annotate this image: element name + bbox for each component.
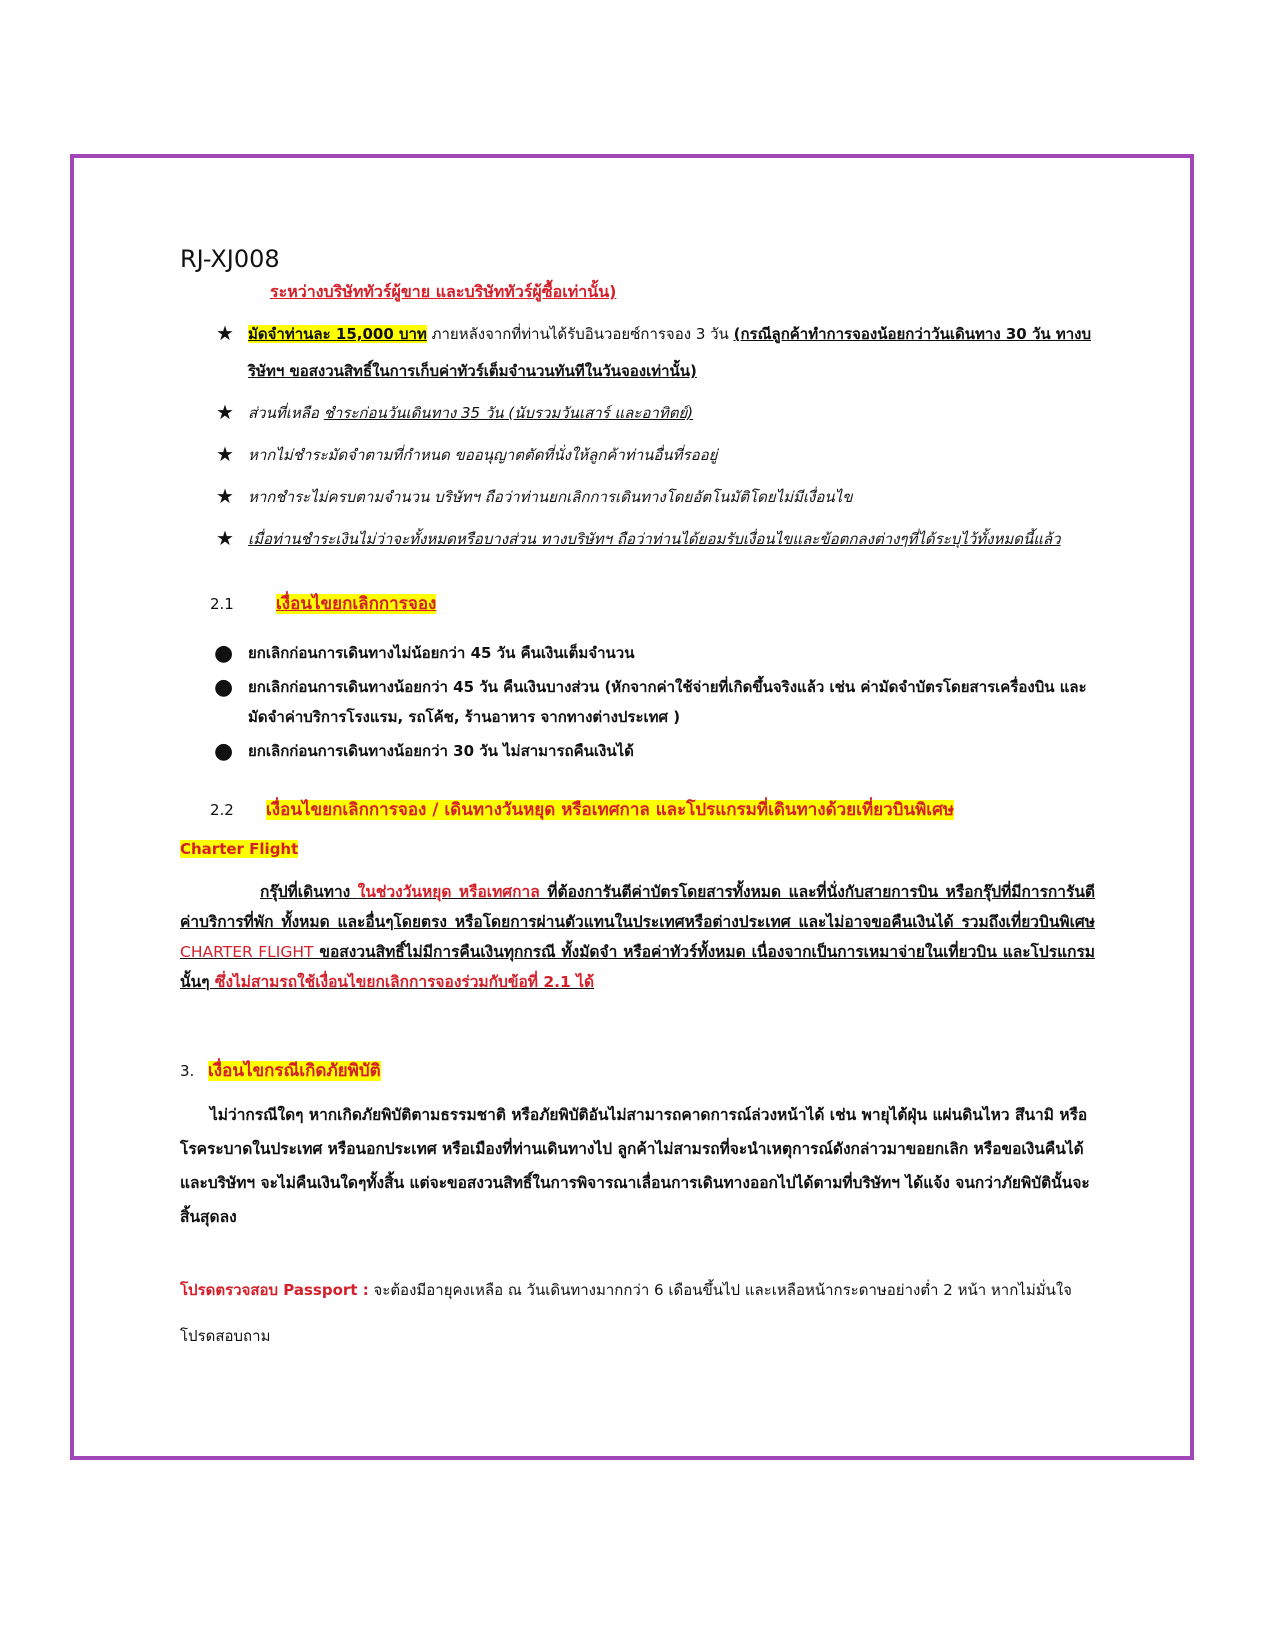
section-2-2-number: 2.2 xyxy=(210,801,234,819)
document-code: RJ-XJ008 xyxy=(180,245,280,273)
para-text-red: ในช่วงวันหยุด หรือเทศกาล xyxy=(357,883,540,901)
section-3-paragraph xyxy=(180,1098,1100,1234)
bullet-icon: ● xyxy=(214,675,234,700)
balance-lead: ส่วนที่เหลือ xyxy=(248,404,324,422)
partial-text: หากชำระไม่ครบตามจำนวน บริษัทฯ ถือว่าท่านยกเลิกการเดินทางโดยอัตโนมัติโดยไม่มีเงื่อนไข xyxy=(248,488,853,506)
payment-term-unpaid xyxy=(216,437,1096,474)
payment-terms-list xyxy=(216,316,1096,558)
star-icon: ★ xyxy=(216,400,234,424)
cancellation-item-text: ยกเลิกก่อนการเดินทางน้อยกว่า 30 วัน ไม่สามารถคืนเงินได้ xyxy=(248,742,634,760)
section-3-body: ไม่ว่ากรณีใดๆ หากเกิดภัยพิบัติตามธรรมชาติ หรือภัยพิบัติอันไม่สามารถคาดการณ์ล่วงหน้าได้ เช่น พายุไต้ฝุ่น แผ่นดินไหว สึนามิ หรือโรคระบาดในประเทศ หรือนอกประเทศ หรือเมืองที่ท่านเดินทางไป ลูกค้าไม่สามรถที่จะนำเหตุการณ์ดังกล่าวมาขอยกเลิก หรือขอเงินคืนได้ และบริษัทฯ จะไม่คืนเงินใดๆทั้งสิ้น แต่จะขอสงวนสิทธิ์ในการพิจารณาเลื่อนการเดินทางออกไปได้ตามที่บริษัทฯ ได้แจ้ง จนกว่าภัยพิบัตินั้นจะสิ้นสุดลง xyxy=(180,1106,1090,1226)
passport-note xyxy=(180,1267,1080,1359)
list-item xyxy=(212,672,1102,732)
deposit-condition: (กรณีลูกค้าทำการจองน้อยกว่าวันเดินทาง 30 วัน ทางบริษัทฯ ขอสงวนสิทธิ์ในการเก็บค่าทัวร์เต็มจำนวนทันทีในวันจองเท่านั้น) xyxy=(248,325,1092,380)
star-icon: ★ xyxy=(216,442,234,466)
deposit-text: ภายหลังจากที่ท่านได้รับอินวอยซ์การจอง 3 วัน xyxy=(426,325,734,343)
para-text: ที่ต้องการันตีค่าบัตรโดยสารทั้งหมด และที่นั่งกับสายการบิน หรือกรุ๊ปที่มีการการันตีค่าบริการที่พัก ทั้งหมด และอื่นๆโดยตรง หรือโดยการผ่านตัวแทนในประเทศหรือต่างประเทศ และไม่อาจขอคืนเงินได้ รวมถึงเที่ยวบินพิเศษ xyxy=(180,883,1095,931)
section-2-2-heading xyxy=(210,796,954,823)
payment-term-deposit xyxy=(216,316,1096,390)
cancellation-item-text: ยกเลิกก่อนการเดินทางน้อยกว่า 45 วัน คืนเงินบางส่วน (หักจากค่าใช้จ่ายที่เกิดขึ้นจริงแล้ว เช่น ค่ามัดจำบัตรโดยสารเครื่องบิน และมัดจำค่าบริการโรงแรม, รถโค้ช, ร้านอาหาร จากทางต่างประเทศ ) xyxy=(248,678,1087,726)
subtitle: ระหว่างบริษัททัวร์ผู้ขาย และบริษัททัวร์ผู้ซื้อเท่านั้น) xyxy=(270,282,617,301)
star-icon: ★ xyxy=(216,321,234,345)
acceptance-text: เมื่อท่านชำระเงินไม่ว่าจะทั้งหมดหรือบางส่วน ทางบริษัทฯ ถือว่าท่านได้ยอมรับเงื่อนไขและข้อตกลงต่างๆที่ได้ระบุไว้ทั้งหมดนี้แล้ว xyxy=(248,530,1061,548)
para-text: ขอสงวนสิทธิ์ไม่มีการคืนเงินทุกกรณี ทั้งมัดจำ หรือค่าทัวร์ทั้งหมด เนื่องจากเป็นการเหมาจ่ายในเที่ยวบิน และโปรแกรมนั้นๆ xyxy=(180,943,1095,991)
section-2-1-title: เงื่อนไขยกเลิกการจอง xyxy=(276,594,437,614)
section-2-2-title: เงื่อนไขยกเลิกการจอง / เดินทางวันหยุด หรือเทศกาล และโปรแกรมที่เดินทางด้วยเที่ยวบินพิเศษ xyxy=(266,800,955,820)
star-icon: ★ xyxy=(216,484,234,508)
bullet-icon: ● xyxy=(214,739,234,764)
unpaid-text: หากไม่ชำระมัดจำตามที่กำหนด ขออนุญาตตัดที่นั่งให้ลูกค้าท่านอื่นที่รออยู่ xyxy=(248,446,718,464)
list-item xyxy=(212,638,1102,668)
para-text-red: CHARTER FLIGHT xyxy=(180,943,314,961)
star-icon: ★ xyxy=(216,526,234,550)
section-2-2-title-cont: Charter Flight xyxy=(180,840,299,858)
list-item xyxy=(212,736,1102,766)
passport-label: โปรดตรวจสอบ Passport : xyxy=(180,1281,369,1299)
section-3-number: 3. xyxy=(180,1062,195,1080)
bullet-icon: ● xyxy=(214,641,234,666)
para-text-red: ซึ่งไม่สามรถใช้เงื่อนไขยกเลิกการจองร่วมกับข้อที่ 2.1 ได้ xyxy=(214,973,595,991)
payment-term-balance xyxy=(216,395,1096,432)
balance-text: ชำระก่อนวันเดินทาง 35 วัน (นับรวมวันเสาร์ และอาทิตย์) xyxy=(323,404,694,422)
para-text: กรุ๊ปที่เดินทาง xyxy=(260,883,358,901)
section-2-2-paragraph xyxy=(180,877,1095,997)
passport-text: จะต้องมีอายุคงเหลือ ณ วันเดินทางมากกว่า 6 เดือนขึ้นไป และเหลือหน้ากระดาษอย่างต่ำ 2 หน้า หากไม่มั่นใจโปรดสอบถาม xyxy=(180,1281,1072,1345)
deposit-label: มัดจำท่านละ 15,000 บาท xyxy=(248,325,427,343)
section-2-1-number: 2.1 xyxy=(210,595,234,613)
cancellation-list xyxy=(212,638,1102,766)
payment-term-partial xyxy=(216,479,1096,516)
section-2-1-heading xyxy=(210,590,436,617)
payment-term-acceptance xyxy=(216,521,1096,558)
section-3-title: เงื่อนไขกรณีเกิดภัยพิบัติ xyxy=(208,1061,381,1081)
cancellation-item-text: ยกเลิกก่อนการเดินทางไม่น้อยกว่า 45 วัน คืนเงินเต็มจำนวน xyxy=(248,644,635,662)
section-3-heading xyxy=(180,1057,381,1084)
